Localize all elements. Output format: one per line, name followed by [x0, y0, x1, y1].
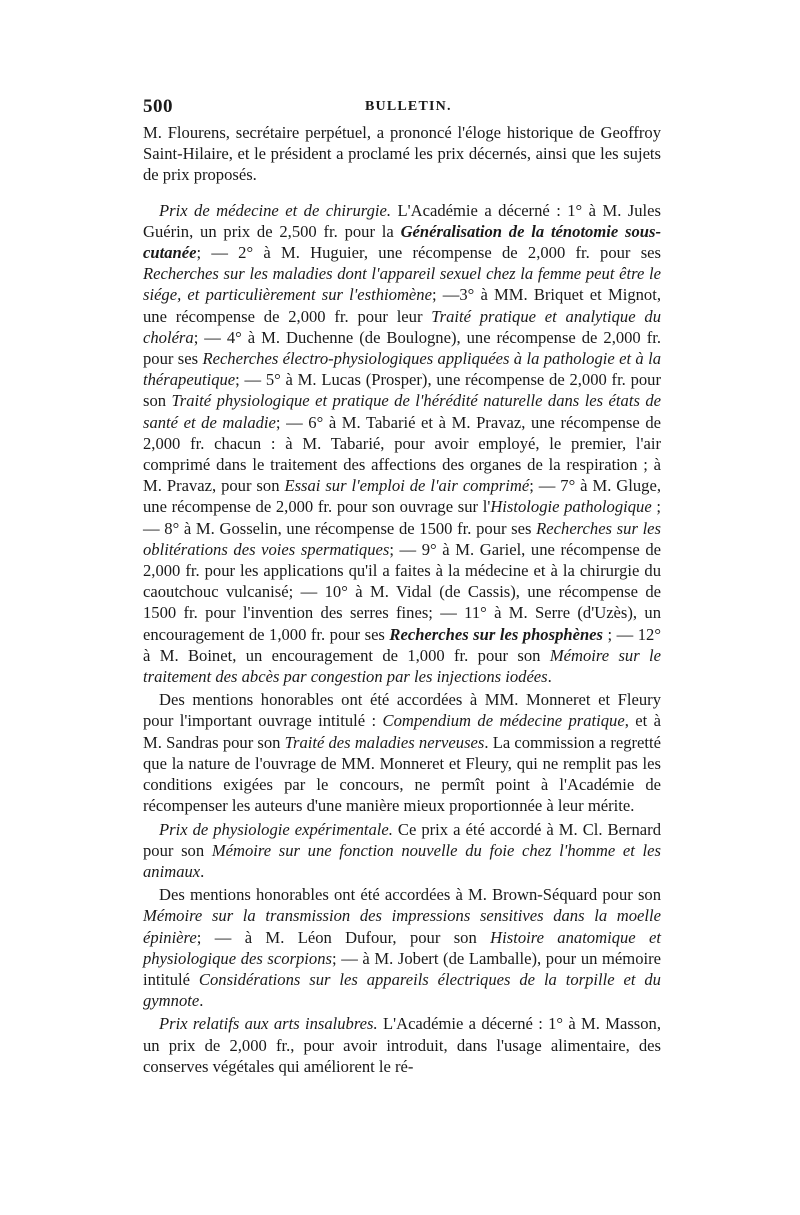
page-number: 500	[143, 96, 173, 117]
work-title: Recherches sur les oblitérations des voies spermatiques	[143, 518, 662, 559]
running-header	[143, 96, 661, 122]
paragraph-prix-arts-insalubres	[143, 1013, 661, 1077]
text-run: L'Académie a décerné : 1° à M. Masson, un prix de 2,000 fr., pour avoir introduit, dans l'usage alimentaire, des conserves végétales qui améliorent le ré-	[143, 1014, 662, 1076]
text-run: .	[200, 861, 205, 881]
text-run: ; — 6° à M. Tabarié et à M. Pravaz, une récompense de 2,000 fr. chacun : à M. Tabarié, pour avoir employé, le premier, l'air comprimé dans le traitement des affections des organes de la respiration ; à M. Pravaz, pour son	[143, 412, 661, 496]
text-run: ; — 12° à M. Boinet, un encouragement de 1,000 fr. pour son	[143, 624, 661, 665]
section-heading-prix-arts-insalubres: Prix relatifs aux arts insalubres.	[159, 1014, 378, 1034]
work-title: Traité pratique et analytique du choléra	[143, 306, 661, 347]
work-title: Compendium de médecine pratique	[382, 711, 625, 731]
text-run: ; — à M. Léon Dufour, pour son	[196, 927, 491, 947]
text-run: .	[199, 991, 204, 1011]
text-run: ; — 9° à M. Gariel, une récompense de 2,000 fr. pour les applications qu'il a faites à la médecine et à la chirurgie du caoutchouc vulcanisé; — 10° à M. Vidal (de Cassis), une récompense de 1500 fr. pour l'invention des serres fines; — 11° à M. Serre (d'Uzès), un encouragement de 1,000 fr. pour ses	[143, 539, 661, 644]
text-run: ; — 4° à M. Duchenne (de Boulogne), une récompense de 2,000 fr. pour ses	[143, 327, 661, 369]
section-heading-prix-physiologie: Prix de physiologie expérimentale.	[159, 819, 393, 839]
work-title: Traité physiologique et pratique de l'hérédité naturelle dans les états de santé et de maladie	[143, 391, 661, 432]
work-title: Histoire anatomique et physiologique des scorpions	[143, 927, 661, 968]
work-title: Mémoire sur une fonction nouvelle du foie chez l'homme et les animaux	[143, 840, 661, 881]
text-run: ; — 7° à M. Gluge, une récompense de 2,000 fr. pour son ouvrage sur l'	[143, 476, 661, 517]
paragraph-mentions-medecine	[143, 689, 661, 816]
work-title: Recherches électro-physiologiques appliquées à la pathologie et à la thérapeutique	[143, 349, 661, 390]
running-title: BULLETIN.	[365, 99, 452, 114]
text-run: .	[547, 667, 552, 687]
text-run: Des mentions honorables ont été accordées à MM. Monneret et Fleury pour l'important ouvrage intitulé :	[143, 690, 661, 731]
work-title: Recherches sur les maladies dont l'appareil sexuel chez la femme peut être le siége, et particulièrement sur l'esthiomène	[143, 264, 661, 305]
text-run: ; — 8° à M. Gosselin, une récompense de 1500 fr. pour ses	[143, 497, 662, 538]
text-run: ; — 5° à M. Lucas (Prosper), une récompense de 2,000 fr. pour son	[143, 370, 661, 411]
page	[143, 96, 661, 1077]
text-run: L'Académie a décerné : 1° à M. Jules Guérin, un prix de 2,500 fr. pour la	[143, 200, 661, 241]
work-title: Histologie pathologique	[490, 497, 652, 517]
text-run: . La commission a regretté que la nature de l'ouvrage de MM. Monneret et Fleury, qui ne remplit pas les conditions exigées par le concours, ne permît point à l'Académie de récompenser les auteurs d'une manière mieux proportionnée à leur mérite.	[143, 732, 661, 816]
paragraph-prix-physiologie	[143, 819, 661, 883]
paragraph-eloge	[143, 122, 661, 186]
work-title: Généralisation de la ténotomie sous-cutanée	[143, 221, 661, 263]
work-title: Traité des maladies nerveuses	[284, 732, 485, 752]
text-run: ; — à M. Jobert (de Lamballe), pour un mémoire intitulé	[143, 948, 661, 989]
paragraph-text: M. Flourens, secrétaire perpétuel, a prononcé l'éloge historique de Geoffroy Saint-Hilaire, et le président a proclamé les prix décernés, ainsi que les sujets de prix proposés.	[143, 123, 661, 185]
paragraph-prix-medecine	[143, 200, 661, 688]
work-title: Recherches sur les phosphènes	[389, 624, 604, 644]
text-run: ; —3° à MM. Briquet et Mignot, une récompense de 2,000 fr. pour leur	[143, 285, 661, 326]
text-run: Des mentions honorables ont été accordées à M. Brown-Séquard pour son	[159, 885, 661, 905]
work-title: Considérations sur les appareils électriques de la torpille et du gymnote	[143, 969, 661, 1011]
text-run: ; — 2° à M. Huguier, une récompense de 2,000 fr. pour ses	[196, 243, 661, 263]
paragraph-mentions-physiologie	[143, 884, 661, 1011]
work-title: Mémoire sur le traitement des abcès par congestion par les injections iodées	[143, 645, 661, 687]
section-heading-prix-medecine: Prix de médecine et de chirurgie.	[159, 200, 392, 220]
work-title: Essai sur l'emploi de l'air comprimé	[284, 476, 530, 496]
work-title: Mémoire sur la transmission des impressions sensitives dans la moelle épinière	[143, 906, 661, 947]
text-run: , et à M. Sandras pour son	[143, 711, 661, 752]
text-run: Ce prix a été accordé à M. Cl. Bernard pour son	[143, 819, 661, 860]
